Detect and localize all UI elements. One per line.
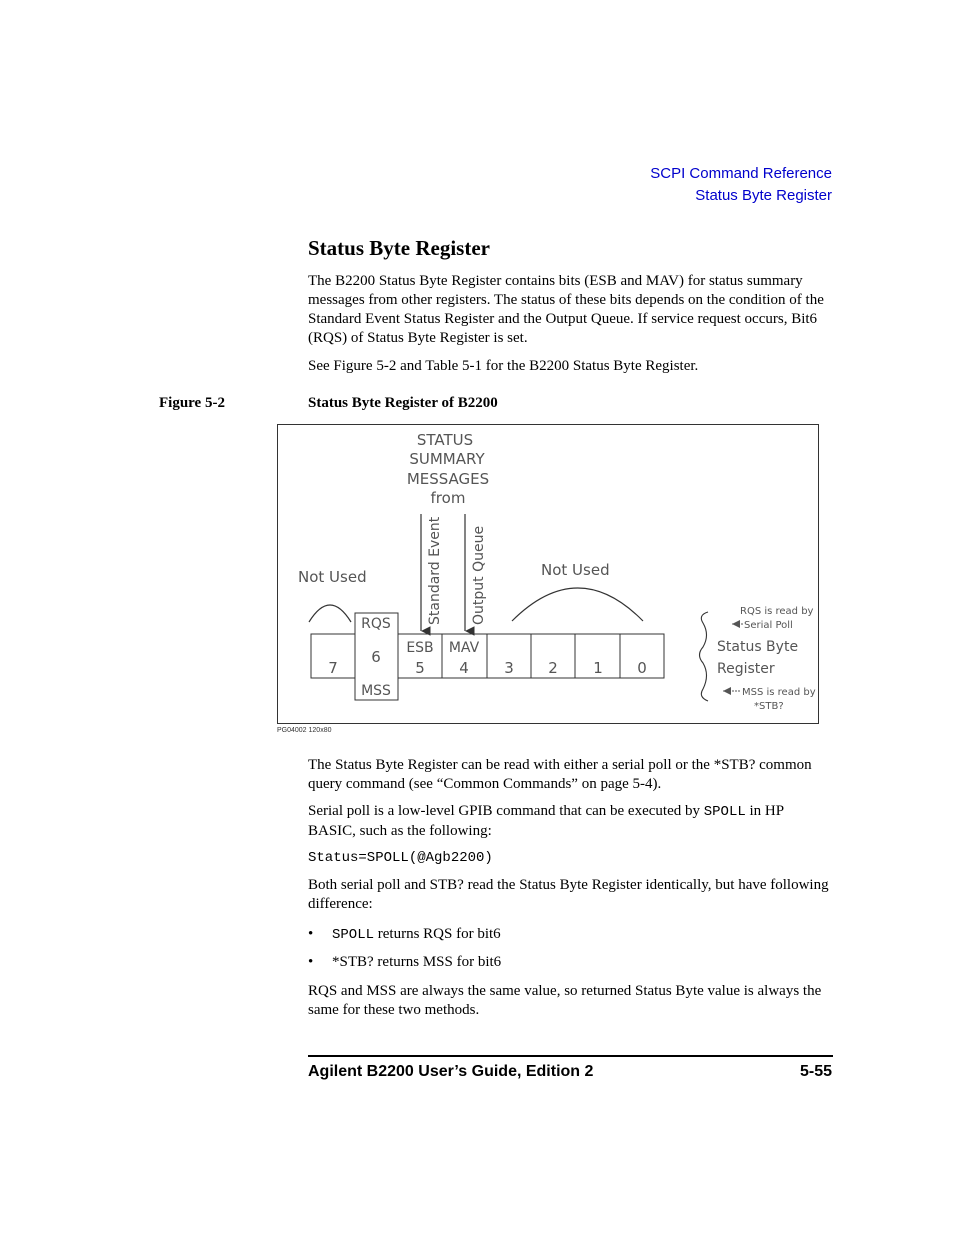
register-brace <box>700 612 709 701</box>
figure-code: PG04002 120x80 <box>277 727 332 734</box>
header-chapter-link[interactable]: SCPI Command Reference <box>650 165 832 182</box>
see-also-paragraph: See Figure 5-2 and Table 5-1 for the B2200 Status Byte Register. <box>308 358 699 374</box>
bit-5-number: 5 <box>415 659 425 677</box>
body-paragraph-1: The Status Byte Register can be read with either a serial poll or the *STB? common query command (see “Common Commands” on page 5-4). <box>308 757 812 792</box>
bit-5-esb-label: ESB <box>406 640 434 656</box>
p2-text-before: Serial poll is a low-level GPIB command that can be executed by <box>308 803 704 819</box>
footer-rule <box>308 1055 833 1057</box>
bit-0-number: 0 <box>637 659 647 677</box>
bit-4-number: 4 <box>459 659 469 677</box>
mss-note-line-2: *STB? <box>754 701 784 712</box>
mss-note-line-1: MSS is read by <box>742 687 816 698</box>
header-section-link[interactable]: Status Byte Register <box>695 187 832 204</box>
summary-heading-line-1: STATUS <box>416 431 474 449</box>
summary-heading-line-3: MESSAGES <box>406 470 490 488</box>
bit-4-mav-label: MAV <box>448 640 480 656</box>
bit-7-number: 7 <box>328 659 338 677</box>
not-used-label-low: Not Used <box>541 561 610 579</box>
footer-page-number: 5-55 <box>799 1063 832 1080</box>
p2-code-spoll: SPOLL <box>703 804 746 820</box>
bit-6-rqs-label: RQS <box>361 616 391 632</box>
bullet-1-text: returns RQS for bit6 <box>374 926 501 942</box>
bit-3-number: 3 <box>504 659 514 677</box>
bit-6-mss-label: MSS <box>361 683 391 699</box>
figure-number: Figure 5-2 <box>159 395 225 411</box>
not-used-label-high: Not Used <box>298 568 367 586</box>
intro-paragraph: The B2200 Status Byte Register contains bits (ESB and MAV) for status summary messages from other registers. The status of these bits depends on the condition of the Standard Event Status Register and the Output Queue. If service request occurs, Bit6 (RQS) of Status Byte Register is set. <box>308 273 824 346</box>
summary-heading-line-2: SUMMARY <box>409 450 485 468</box>
body-paragraph-4: RQS and MSS are always the same value, so returned Status Byte value is always the same for these two methods. <box>308 983 822 1018</box>
footer-title: Agilent B2200 User’s Guide, Edition 2 <box>308 1063 594 1080</box>
bit-1-number: 1 <box>593 659 603 677</box>
not-used-arc-high <box>309 605 351 622</box>
figure-status-byte-diagram <box>277 424 819 724</box>
body-paragraph-2 <box>308 802 832 841</box>
section-title: Status Byte Register <box>308 236 490 260</box>
bullet-1-code: SPOLL <box>332 927 375 943</box>
bullet-2-text: *STB? returns MSS for bit6 <box>332 954 502 970</box>
bit-2-number: 2 <box>548 659 558 677</box>
output-queue-label: Output Queue <box>471 525 487 625</box>
bullet-mark: • <box>308 954 314 970</box>
register-label-line-1: Status Byte <box>717 639 799 655</box>
not-used-arc-low <box>512 588 643 621</box>
p2-text-after: in HP BASIC, such as the following: <box>308 803 784 839</box>
bit-6-number: 6 <box>371 648 381 666</box>
rqs-note-line-2: Serial Poll <box>744 620 793 631</box>
summary-heading-line-4: from <box>430 489 466 507</box>
standard-event-label: Standard Event <box>427 516 443 625</box>
status-byte-diagram <box>278 425 818 723</box>
code-line: Status=SPOLL(@Agb2200) <box>308 850 493 866</box>
rqs-note-line-1: RQS is read by <box>740 606 814 617</box>
bullet-mark: • <box>308 926 314 942</box>
register-label-line-2: Register <box>717 661 775 677</box>
body-paragraph-3: Both serial poll and STB? read the Status Byte Register identically, but have following difference: <box>308 877 829 912</box>
figure-caption: Status Byte Register of B2200 <box>308 395 498 411</box>
